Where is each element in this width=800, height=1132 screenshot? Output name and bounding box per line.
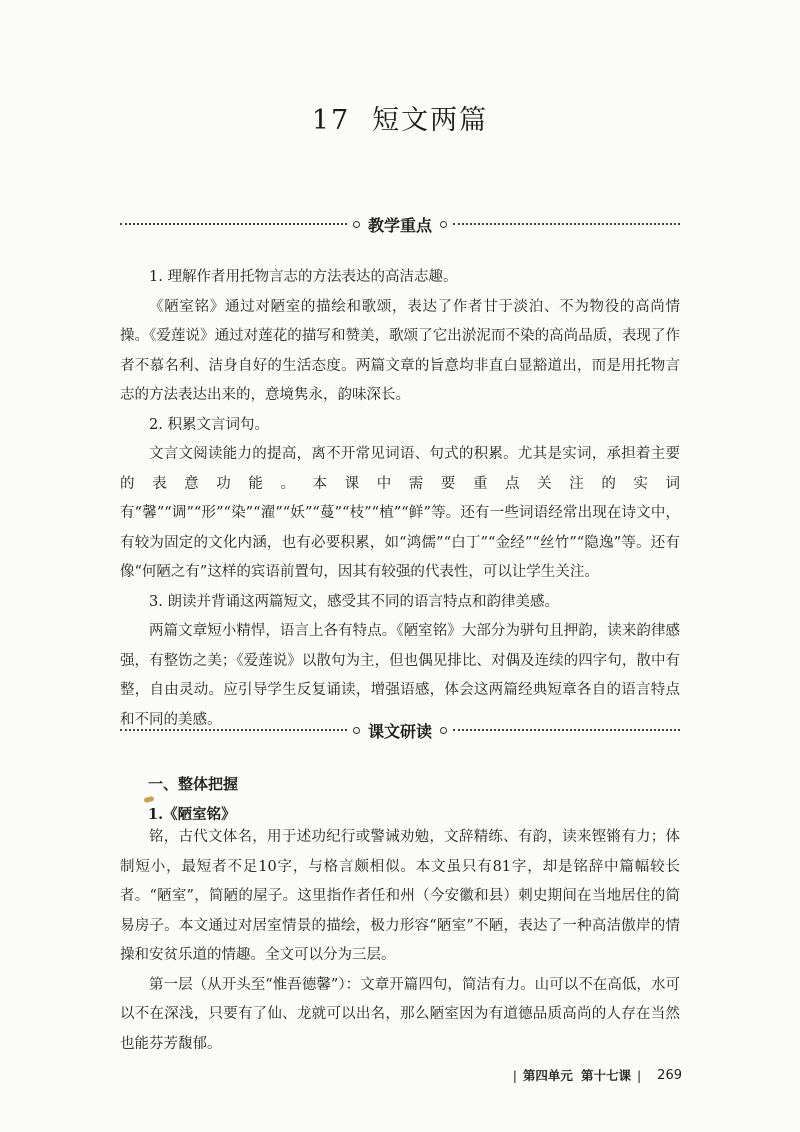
- body-paragraph: 铭，古代文体名，用于述功纪行或警诫劝勉，文辞精练、有韵，读来铿锵有力；体制短小，最短者不足10字，与格言颇相似。本文虽只有81字，却是铭辞中篇幅较长者。“陋室”，简陋的屋子。这里指作者任和州（今安徽和县）刺史期间在当地居住的简易房子。本文通过对居室情景的描绘，极力形容“陋室”不陋，表达了一种高洁傲岸的情操和安贫乐道的情趣。全文可以分为三层。: [120, 829, 680, 963]
- lesson-number: 17: [311, 105, 351, 136]
- dotted-rule-right: [453, 729, 680, 731]
- circle-ornament-left: [353, 727, 360, 734]
- focus-point-3: 3. 朗读并背诵这两篇短文，感受其不同的语言特点和韵律美感。: [149, 593, 559, 610]
- footer-lesson: 第十七课: [580, 1068, 631, 1083]
- body-paragraph: 第一层（从开头至“惟吾德馨”）：文章开篇四句，简洁有力。山可以不在高低，水可以不在深浅，只要有了仙、龙就可以出名，那么陋室因为有道德品质高尚的人存在当然也能芬芳馥郁。: [120, 976, 680, 1052]
- section-title-teaching-focus: 教学重点: [368, 215, 433, 235]
- section-header-text-study: [120, 718, 680, 742]
- item-heading: 1.《陋室铭》: [148, 806, 236, 823]
- circle-ornament-right: [440, 221, 447, 228]
- focus-point-2: 2. 积累文言词句。: [149, 416, 269, 433]
- footer-unit: 第四单元: [522, 1068, 573, 1083]
- focus-paragraph: 文言文阅读能力的提高，离不开常见词语、句式的积累。尤其是实词，承担着主要的表意功能。本课中需要重点关注的实词有“馨”“调”“形”“染”“濯”“妖”“蔓”“枝”“植”“鲜”等。还有一些词语经常出现在诗文中，有较为固定的文化内涵，也有必要积累，如“鸿儒”“白丁”“金经”“丝竹”“隐逸”等。还有像“何陋之有”这样的宾语前置句，因其有较强的代表性，可以让学生关注。: [120, 446, 680, 580]
- section-title-text-study: 课文研读: [368, 721, 433, 741]
- section-header-teaching-focus: [120, 212, 680, 236]
- circle-ornament-right: [440, 727, 447, 734]
- page-footer: | 第四单元 第十七课 | 269: [512, 1067, 682, 1083]
- circle-ornament-left: [353, 221, 360, 228]
- subsection-heading: 一、整体把握: [148, 775, 239, 793]
- page-number: 269: [657, 1067, 682, 1083]
- dotted-rule-right: [453, 223, 680, 225]
- focus-paragraph: 《陋室铭》通过对陋室的描绘和歌颂，表达了作者甘于淡泊、不为物役的高尚情操。《爱莲说》通过对莲花的描写和赞美，歌颂了它出淤泥而不染的高尚品质，表现了作者不慕名利、洁身自好的生活态度。两篇文章的旨意均非直白显豁道出，而是用托物言志的方法表达出来的，意境隽永，韵味深长。: [120, 298, 680, 403]
- teaching-focus-body: [120, 263, 680, 735]
- dotted-rule-left: [120, 223, 347, 225]
- overall-grasp-body: [120, 823, 680, 1059]
- focus-point-1: 1. 理解作者用托物言志的方法表达的高洁志趣。: [149, 269, 458, 285]
- dotted-rule-left: [120, 729, 347, 731]
- focus-paragraph: 两篇文章短小精悍，语言上各有特点。《陋室铭》大部分为骈句且押韵，读来韵律感强，有整饬之美；《爱莲说》以散句为主，但也偶见排比、对偶及连续的四字句，散中有整，自由灵动。应引导学生反复诵读，增强语感，体会这两篇经典短章各自的语言特点和不同的美感。: [120, 623, 680, 728]
- lesson-title-text: 短文两篇: [372, 105, 489, 136]
- lesson-title: [0, 98, 800, 137]
